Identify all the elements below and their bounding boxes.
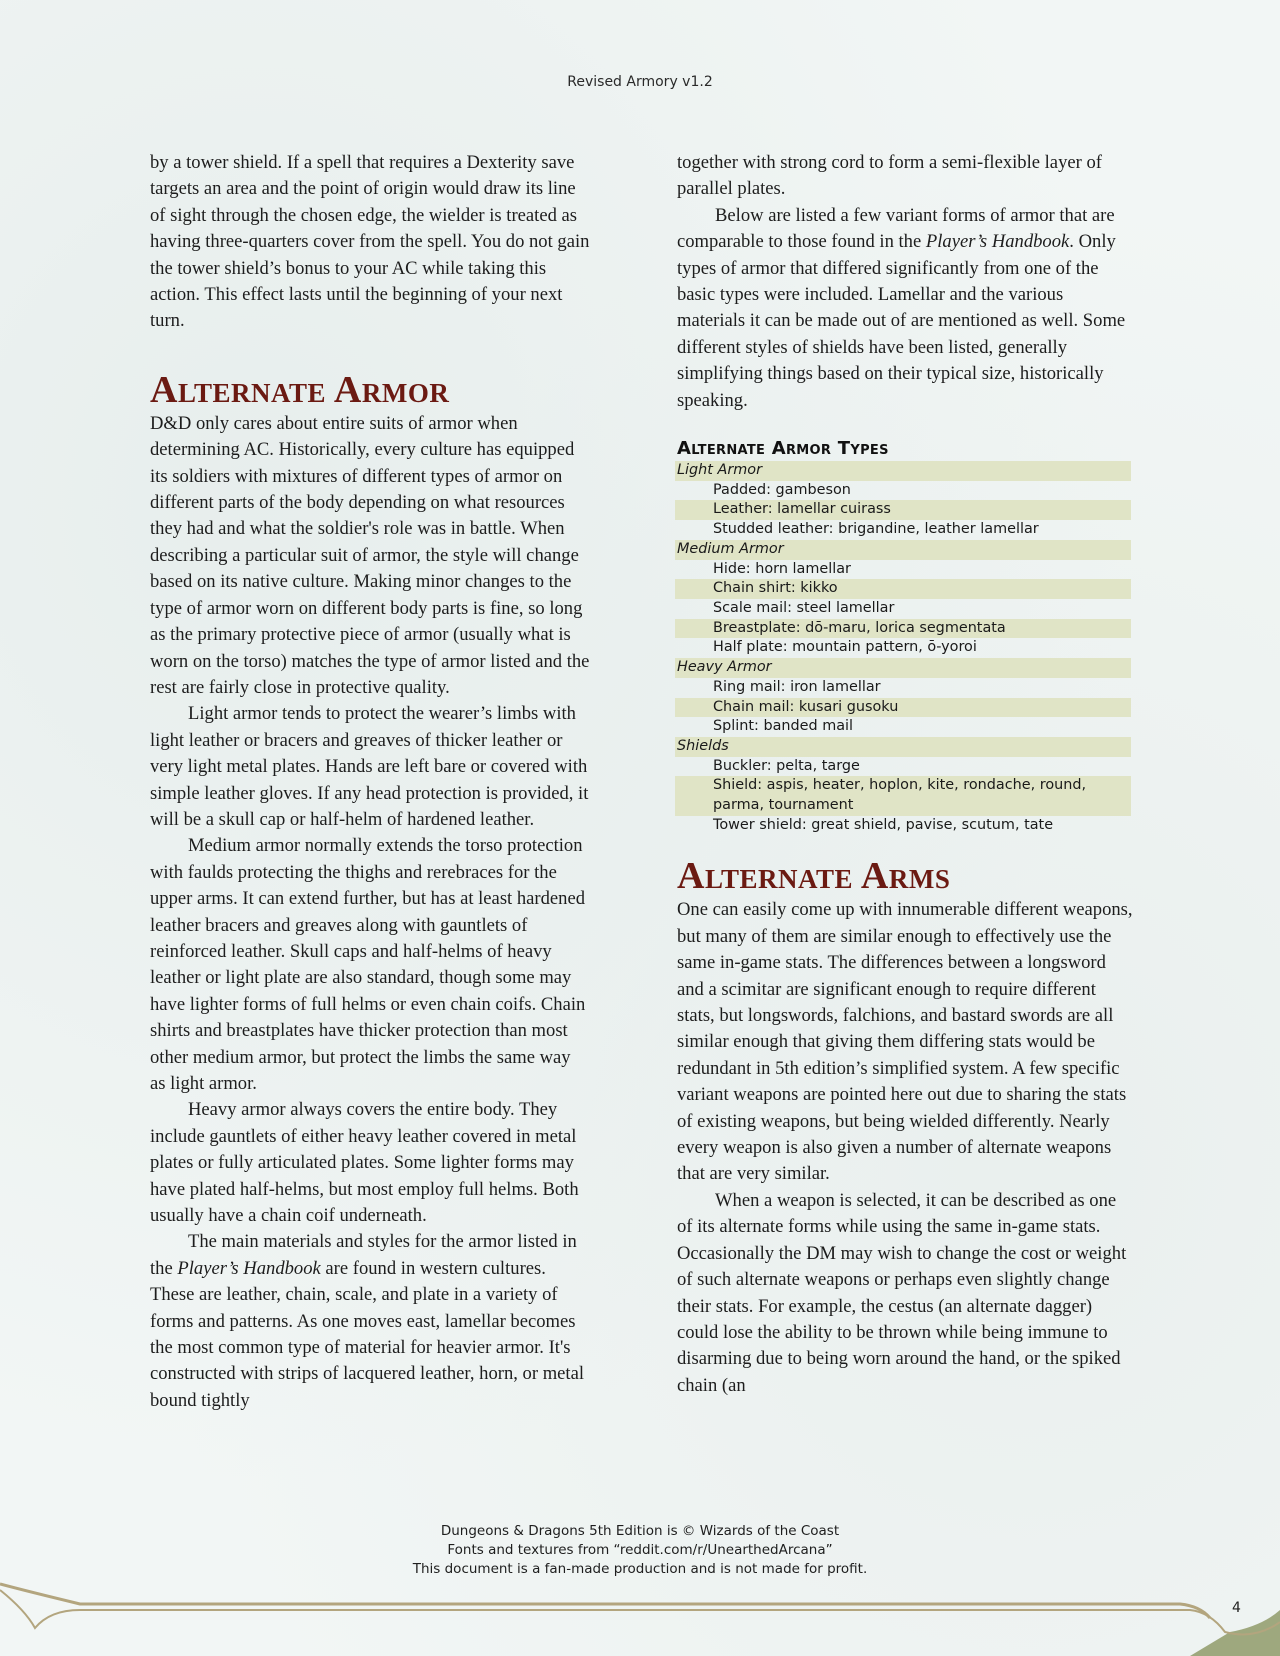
paragraph bbox=[677, 203, 1133, 414]
page-number: 4 bbox=[1232, 1600, 1241, 1616]
continued-paragraph: together with strong cord to form a semi-flexible layer of parallel plates. bbox=[677, 152, 1102, 200]
paragraph: When a weapon is selected, it can be described as one of its alternate forms while using the same in-game stats. Occasionally the DM may wish to change the cost or weight of such alternate weapons or perhaps even slightly change their stats. For example, the cestus (an alternate dagger) could lose the ability to be thrown while being immune to disarming due to being worn around the hand, or the spiked chain (an bbox=[677, 1189, 1127, 1396]
table-row: Chain shirt: kikko bbox=[675, 579, 1131, 599]
paragraph: D&D only cares about entire suits of armor when determining AC. Historically, every culture has equipped its soldiers with mixtures of different types of armor on different parts of the body depending on what resources they had and what the soldier's role was in battle. When describing a particular suit of armor, the style will change based on its native culture. Making minor changes to the type of armor worn on different body parts is fine, so long as the primary protective piece of armor (usually what is worn on the torso) matches the type of armor listed and the rest are fairly close in protective quality. bbox=[150, 412, 590, 698]
table-row: Ring mail: iron lamellar bbox=[713, 678, 881, 695]
table-row: Scale mail: steel lamellar bbox=[713, 599, 895, 616]
table-category-row: Light Armor bbox=[675, 461, 1131, 481]
table-row: Hide: horn lamellar bbox=[713, 560, 851, 577]
table-row: Padded: gambeson bbox=[713, 481, 851, 498]
paragraph: One can easily come up with innumerable different weapons, but many of them are similar enough to effectively use the same in-game stats. The differences between a longsword and a scimitar are significant enough to require different stats, but longswords, falchions, and bastard swords are all similar enough that giving them differing stats would be redundant in 5th edition’s simplified system. A few specific variant weapons are pointed here out due to sharing the stats of existing weapons, but being wielded differently. Nearly every weapon is also given a number of alternate weapons that are very similar. bbox=[677, 899, 1133, 1185]
running-header: Revised Armory v1.2 bbox=[567, 74, 713, 90]
table-row: Splint: banded mail bbox=[713, 718, 854, 735]
table-title: Alternate Armor Types bbox=[677, 438, 889, 460]
paragraph: Heavy armor always covers the entire body. They include gauntlets of either heavy leather covered in metal plates or fully articulated plates. Some lighter forms may have plated half-helms, but most employ full helms. Both usually have a chain coif underneath. bbox=[150, 1099, 579, 1227]
text: are found in western cultures. These are leather, chain, scale, and plate in a variety of forms and patterns. As one moves east, lamellar becomes the most common type of material for heavier armor. It's constructed with strips of lacquered leather, horn, or metal bound tightly bbox=[150, 1257, 584, 1411]
paragraph: Medium armor normally extends the torso protection with faulds protecting the thighs and rerebraces for the upper arms. It can extend further, but has at least hardened leather bracers and greaves along with gauntlets of reinforced leather. Skull caps and half-helms of heavy leather or light plate are also standard, though some may have lighter forms of full helms or even chain coifs. Chain shirts and breastplates have thicker protection than most other medium armor, but protect the limbs the same way as light armor. bbox=[150, 835, 586, 1094]
footer-rule-lower bbox=[0, 1590, 1280, 1634]
table-row: Chain mail: kusari gusoku bbox=[675, 698, 1131, 718]
section-heading-alternate-arms: Alternate Arms bbox=[677, 855, 951, 898]
continued-paragraph: by a tower shield. If a spell that requires a Dexterity save targets an area and the point of origin would draw its line of sight through the chosen edge, the wielder is treated as having three-quarters cover from the spell. You do not gain the tower shield’s bonus to your AC while taking this action. This effect lasts until the beginning of your next turn. bbox=[150, 152, 590, 332]
left-column bbox=[150, 150, 590, 1414]
footer-line: Dungeons & Dragons 5th Edition is © Wizards of the Coast bbox=[440, 1523, 840, 1539]
table-row: Leather: lamellar cuirass bbox=[675, 500, 1131, 520]
table-row: Buckler: pelta, targe bbox=[713, 757, 860, 774]
table-category-row: Shields bbox=[675, 737, 1131, 757]
table-row: Studded leather: brigandine, leather lamellar bbox=[713, 521, 1039, 538]
footer-rule-upper bbox=[0, 1584, 1210, 1618]
table-row: Half plate: mountain pattern, ō-yoroi bbox=[713, 639, 977, 656]
footer-line: Fonts and textures from “reddit.com/r/UnearthedArcana” bbox=[447, 1542, 833, 1558]
section-heading-alternate-armor: Alternate Armor bbox=[150, 368, 450, 411]
table-row: Breastplate: dō-maru, lorica segmentata bbox=[675, 619, 1131, 639]
armor-types-table bbox=[675, 461, 1131, 835]
table-category-row: Medium Armor bbox=[675, 540, 1131, 560]
table-row: Tower shield: great shield, pavise, scutum, tate bbox=[713, 816, 1054, 833]
paragraph: Light armor tends to protect the wearer’s limbs with light leather or bracers and greaves of thicker leather or very light metal plates. Hands are left bare or covered with simple leather gloves. If any head protection is provided, it will be a skull cap or half-helm of hardened leather. bbox=[150, 703, 589, 830]
right-column bbox=[677, 150, 1133, 1399]
text: . Only types of armor that differed significantly from one of the basic types were included. Lamellar and the various materials it can be made out of are mentioned as well. Some different styles of shields have been listed, generally simplifying things based on their typical size, historically speaking. bbox=[677, 231, 1126, 411]
footer-line: This document is a fan-made production and is not made for profit. bbox=[412, 1561, 868, 1577]
book-title: Player’s Handbook bbox=[177, 1257, 321, 1279]
footer-ornament bbox=[0, 1570, 1280, 1656]
paragraph bbox=[150, 1229, 590, 1414]
text: Below are listed a few variant forms of armor that are comparable to those found in the bbox=[677, 204, 1115, 253]
text: The main materials and styles for the armor listed in the bbox=[150, 1231, 577, 1279]
table-row: Shield: aspis, heater, hoplon, kite, rondache, round, parma, tournament bbox=[675, 776, 1131, 815]
book-title: Player’s Handbook bbox=[925, 231, 1070, 253]
table-category-row: Heavy Armor bbox=[675, 658, 1131, 678]
